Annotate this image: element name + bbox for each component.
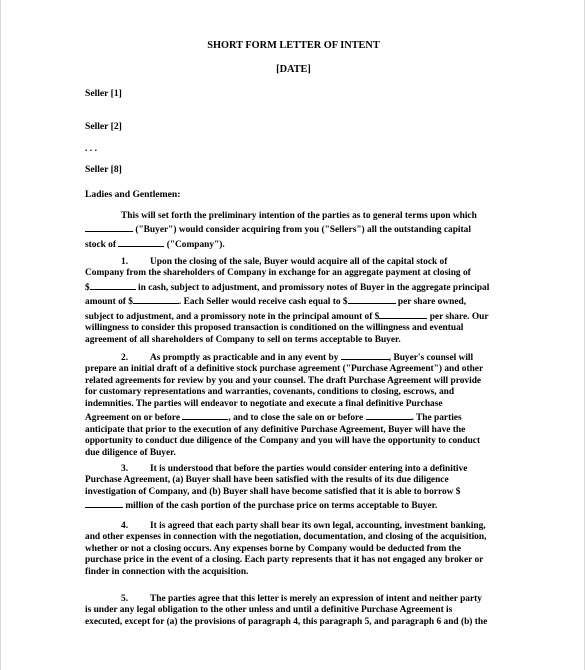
- p2-line-6c: . The parties: [411, 413, 462, 424]
- paragraph-4: [85, 521, 517, 578]
- execute-date-blank: [182, 410, 228, 420]
- note-per-share-blank: [379, 309, 427, 319]
- seller-8-line: Seller [8]: [85, 164, 122, 175]
- p1-line-5a: subject to adjustment, and a promissory note in the principal amount of $: [85, 311, 380, 322]
- intro-line-1: This will set forth the preliminary intention of the parties as to general terms upon which: [121, 211, 477, 221]
- p5-line-1: The parties agree that this letter is merely an expression of intent and neither party: [150, 594, 482, 604]
- salutation: Ladies and Gentlemen:: [85, 189, 181, 200]
- principal-amount-blank: [133, 294, 179, 304]
- date-placeholder: [DATE]: [276, 64, 311, 75]
- p2-number: 2.: [121, 353, 129, 363]
- cash-per-share-blank: [348, 294, 396, 304]
- p1-line-5b: per share. Our: [429, 311, 489, 322]
- buyer-name-blank: [85, 222, 133, 232]
- paragraph-5: [85, 594, 517, 628]
- p2-line-3: related agreements for review by you and your counsel. The draft Purchase Agreement will provide: [85, 375, 482, 386]
- p1-line-7: agreement of all shareholders of Company to sell on terms acceptable to Buyer.: [85, 334, 401, 345]
- p2-line-4: for customary representations and warranties, covenants, conditions to closing, escrows, and: [85, 387, 455, 398]
- p1-amount-label: amount of $: [85, 297, 133, 308]
- paragraph-2: [85, 350, 517, 459]
- p1-line-4a: . Each Seller would receive cash equal to $: [178, 297, 348, 308]
- p1-line-4b: per share owned,: [397, 297, 467, 308]
- p3-line-1: It is understood that before the parties would consider entering into a definitive: [150, 464, 468, 474]
- intro-line-2: ("Buyer") would consider acquiring from you ("Sellers") all the outstanding capital: [135, 225, 471, 236]
- p2-line-8: opportunity to conduct due diligence of the Company and you will have the opportunity to conduct: [85, 436, 481, 447]
- company-name-blank: [118, 237, 164, 247]
- intro-line-3a: stock of: [85, 239, 116, 250]
- p2-line-1a: As promptly as practicable and in any event by: [150, 353, 339, 363]
- draft-date-blank: [341, 350, 389, 360]
- p2-line-7: anticipate that prior to the execution of any definitive Purchase Agreement, Buyer will have the: [85, 424, 466, 435]
- ellipsis-line: . . .: [85, 143, 97, 154]
- p2-line-5: indemnities. The parties will endeavor to negotiate and execute a final definitive Purchase: [85, 398, 443, 409]
- document-title: SHORT FORM LETTER OF INTENT: [207, 40, 380, 51]
- seller-1-line: Seller [1]: [85, 88, 122, 99]
- p3-line-3: investigation of Company, and (b) Buyer shall have become satisfied that it is able to borrow $: [85, 486, 461, 497]
- p3-line-4: million of the cash portion of the purchase price on terms acceptable to Buyer.: [125, 501, 438, 512]
- p4-line-1: It is agreed that each party shall bear its own legal, accounting, investment banking,: [150, 521, 486, 531]
- p1-line-1: Upon the closing of the sale, Buyer would acquire all of the capital stock of: [150, 257, 448, 267]
- close-date-blank: [366, 410, 412, 420]
- p2-line-6a: Agreement on or before: [85, 413, 181, 424]
- cash-amount-blank: [90, 280, 136, 290]
- p2-line-1b: , Buyer's counsel will: [388, 353, 474, 363]
- paragraph-1: [85, 257, 517, 346]
- p4-line-4: purchase price in the event of a closing. Each party represents that it has not engaged any broker or: [85, 555, 484, 566]
- p2-line-2: prepare an initial draft of a definitive stock purchase agreement ("Purchase Agreement") and other: [85, 364, 484, 375]
- p4-line-2: and other expenses in connection with the negotiation, documentation, and closing of the acquisition,: [85, 532, 487, 543]
- p3-number: 3.: [121, 464, 129, 474]
- p2-line-6b: , and to close the sale on or before: [228, 413, 364, 424]
- p1-line-3: in cash, subject to adjustment, and promissory notes of Buyer in the aggregate principal: [138, 282, 490, 293]
- borrow-amount-blank: [85, 498, 123, 508]
- p2-line-9: due diligence of Buyer.: [85, 447, 176, 458]
- p4-line-5: finder in connection with the acquisition.: [85, 566, 249, 577]
- p5-line-2: is under any legal obligation to the other unless and until a definitive Purchase Agreement is: [85, 605, 453, 616]
- intro-line-3b: ("Company").: [166, 239, 225, 250]
- paragraph-3: [85, 464, 517, 513]
- seller-2-line: Seller [2]: [85, 121, 122, 132]
- p1-dollar-sign: $: [85, 282, 90, 293]
- p1-line-6: willingness to consider this proposed transaction is conditioned on the willingness and eventual: [85, 323, 464, 334]
- p5-line-3: executed, except for (a) the provisions of paragraph 4, this paragraph 5, and paragraph 6 and (b) the: [85, 616, 488, 627]
- p4-line-3: whether or not a closing occurs. Any expenses borne by Company would be deducted from the: [85, 543, 462, 554]
- p4-number: 4.: [121, 521, 129, 531]
- p1-line-2: Company from the shareholders of Company in exchange for an aggregate payment at closing of: [85, 268, 471, 279]
- intro-paragraph: [85, 211, 517, 251]
- p5-number: 5.: [121, 594, 129, 604]
- p3-line-2: Purchase Agreement, (a) Buyer shall have been satisfied with the results of its due diligence: [85, 475, 449, 486]
- p1-number: 1.: [121, 257, 129, 267]
